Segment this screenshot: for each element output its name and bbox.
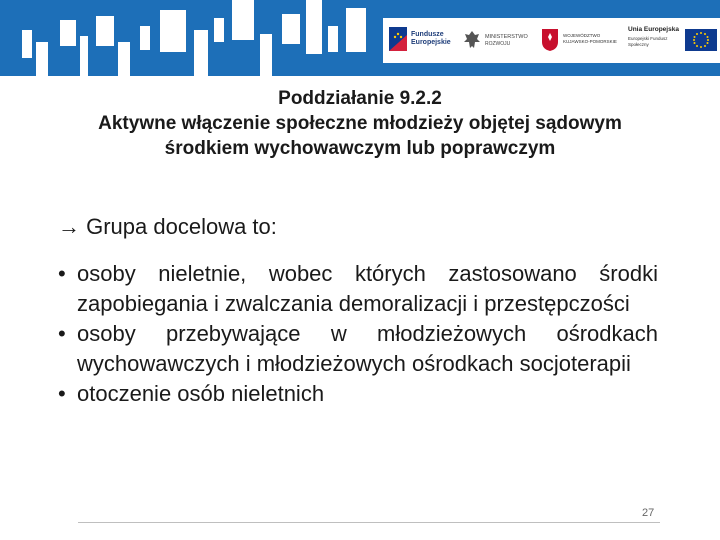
slide-title — [40, 86, 680, 161]
title-line-1: Poddziałanie 9.2.2 — [278, 88, 442, 109]
ministerstwo-line1: MINISTERSTWO — [485, 34, 528, 40]
unia-europejska-logo — [623, 18, 720, 63]
eu-flag-icon — [685, 29, 717, 51]
eagle-icon — [463, 29, 481, 51]
bullet-icon: • — [58, 261, 66, 286]
region-logo — [541, 18, 621, 63]
ue-sub2: Społeczny — [628, 42, 649, 47]
target-group-list — [58, 259, 658, 409]
fundusze-line1: Fundusze — [411, 31, 444, 38]
decorative-blocks — [0, 0, 390, 76]
region-line1: WOJEWÓDZTWO — [563, 33, 601, 38]
list-item — [58, 259, 658, 319]
fundusze-europejskie-logo — [389, 18, 459, 63]
ue-sub1: Europejski Fundusz — [628, 36, 668, 41]
target-group-intro: → Grupa docelowa to: — [58, 214, 277, 239]
list-item-text: osoby nieletnie, wobec których zastosowano środki zapobiegania i zwalczania demoralizacji i przestępczości — [77, 261, 658, 316]
page-number: 27 — [642, 507, 655, 519]
logo-strip — [383, 18, 720, 63]
title-line-3: środkiem wychowawczym lub poprawczym — [164, 138, 556, 159]
bullet-icon: • — [58, 381, 66, 406]
list-item-text: otoczenie osób nieletnich — [77, 381, 325, 406]
title-line-2: Aktywne włączenie społeczne młodzieży objętej sądowym — [98, 113, 622, 134]
header-banner — [0, 0, 720, 76]
fundusze-line2: Europejskie — [411, 39, 451, 46]
slide-content — [58, 212, 658, 409]
region-line2: KUJAWSKO-POMORSKIE — [563, 39, 617, 44]
bullet-icon: • — [58, 321, 66, 346]
ministerstwo-line2: ROZWOJU — [485, 41, 511, 47]
fundusze-europejskie-icon — [389, 27, 407, 51]
ue-title: Unia Europejska — [628, 26, 679, 33]
region-crest-icon — [541, 28, 559, 52]
list-item — [58, 379, 658, 409]
footer-divider — [78, 522, 660, 523]
list-item-text: osoby przebywające w młodzieżowych ośrodkach wychowawczych i młodzieżowych ośrodkach socjoterapii — [77, 321, 658, 376]
list-item — [58, 319, 658, 379]
ministerstwo-logo — [463, 18, 533, 63]
